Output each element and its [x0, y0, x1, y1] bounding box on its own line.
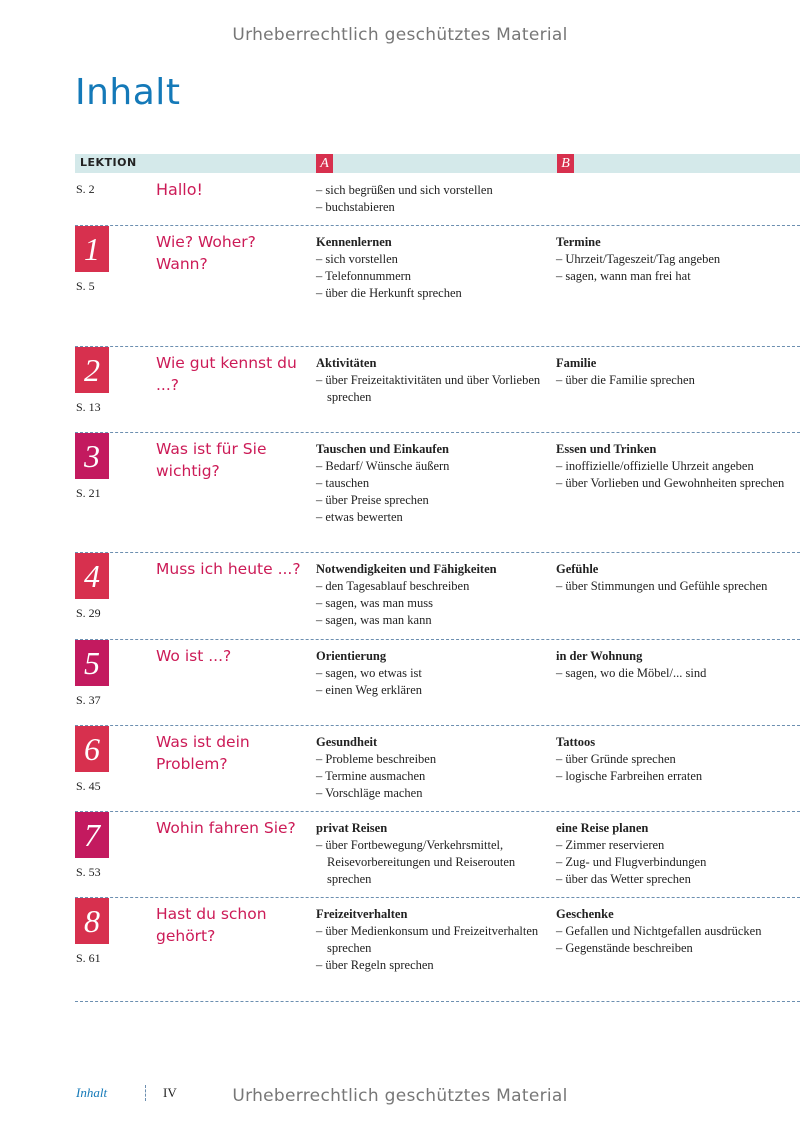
row-separator — [75, 639, 800, 640]
column-b-badge: B — [557, 154, 574, 173]
topic-heading: Gefühle — [556, 562, 599, 576]
lesson-col-b — [556, 234, 792, 285]
topic-heading: Notwendigkeiten und Fähigkeiten — [316, 562, 497, 576]
lesson-col-a — [316, 734, 552, 802]
row-separator — [75, 225, 800, 226]
lesson-title[interactable]: Hast du schon gehört? — [156, 905, 267, 945]
lesson-title[interactable]: Was ist dein Problem? — [156, 733, 250, 773]
lesson-page: S. 21 — [76, 486, 101, 500]
list-item: – sagen, wo etwas ist — [316, 665, 552, 682]
row-separator — [75, 346, 800, 347]
list-item: – Gefallen und Nichtgefallen ausdrücken — [556, 923, 792, 940]
intro-title: Hallo! — [156, 180, 203, 199]
list-item: – Bedarf/ Wünsche äußern — [316, 458, 552, 475]
lesson-col-b — [556, 648, 792, 682]
list-item: – den Tagesablauf beschreiben — [316, 578, 552, 595]
list-item: – tauschen — [316, 475, 552, 492]
lesson-title[interactable]: Muss ich heute ...? — [156, 560, 301, 578]
list-item: – über Fortbewegung/Verkehrsmittel, Reisevorbereitungen und Reiserouten sprechen — [316, 837, 552, 888]
list-item: – über Stimmungen und Gefühle sprechen — [556, 578, 792, 595]
footer-page-number: IV — [163, 1085, 177, 1100]
list-item: – Termine ausmachen — [316, 768, 552, 785]
list-item: – Vorschläge machen — [316, 785, 552, 802]
list-item: – sagen, was man muss — [316, 595, 552, 612]
topic-heading: privat Reisen — [316, 821, 388, 835]
lesson-number-6: 6 — [75, 726, 109, 772]
lesson-page: S. 37 — [76, 693, 101, 707]
lesson-col-a — [316, 355, 552, 406]
lesson-number-3: 3 — [75, 433, 109, 479]
intro-page: S. 2 — [76, 182, 95, 196]
list-item: – inoffizielle/offizielle Uhrzeit angeben — [556, 458, 792, 475]
lesson-number-1: 1 — [75, 226, 109, 272]
row-separator — [75, 725, 800, 726]
topic-heading: Familie — [556, 356, 597, 370]
list-item: – buchstabieren — [316, 199, 552, 216]
lesson-number-8: 8 — [75, 898, 109, 944]
topic-heading: Geschenke — [556, 907, 614, 921]
table-header — [75, 154, 800, 173]
lesson-col-b — [556, 734, 792, 785]
lesson-title[interactable]: Wo ist ...? — [156, 647, 232, 665]
topic-heading: Kennenlernen — [316, 235, 392, 249]
lesson-title[interactable]: Wie? Woher? Wann? — [156, 233, 256, 273]
lesson-page: S. 61 — [76, 951, 101, 965]
lesson-page: S. 5 — [76, 279, 95, 293]
topic-heading: Termine — [556, 235, 601, 249]
list-item: – über Regeln sprechen — [316, 957, 552, 974]
row-separator — [75, 1001, 800, 1002]
lesson-col-a — [316, 561, 552, 629]
lesson-page: S. 29 — [76, 606, 101, 620]
list-item: – über Preise sprechen — [316, 492, 552, 509]
lesson-col-b — [556, 441, 792, 492]
list-item: – über Vorlieben und Gewohnheiten sprechen — [556, 475, 792, 492]
row-separator — [75, 552, 800, 553]
lesson-col-a — [316, 441, 552, 526]
list-item: – über Medienkonsum und Freizeitverhalten sprechen — [316, 923, 552, 957]
topic-heading: Orientierung — [316, 649, 387, 663]
header-lektion: LEKTION — [80, 156, 137, 169]
row-separator — [75, 897, 800, 898]
list-item: – sich begrüßen und sich vorstellen — [316, 182, 552, 199]
lesson-number-4: 4 — [75, 553, 109, 599]
topic-heading: Essen und Trinken — [556, 442, 657, 456]
lesson-col-b — [556, 906, 792, 957]
topic-heading: eine Reise planen — [556, 821, 649, 835]
topic-heading: Tauschen und Einkaufen — [316, 442, 449, 456]
lesson-page: S. 45 — [76, 779, 101, 793]
topic-heading: in der Wohnung — [556, 649, 643, 663]
lesson-page: S. 13 — [76, 400, 101, 414]
list-item: – über Freizeitaktivitäten und über Vorlieben sprechen — [316, 372, 552, 406]
topic-heading: Freizeitverhalten — [316, 907, 408, 921]
list-item: – über Gründe sprechen — [556, 751, 792, 768]
lesson-col-a — [316, 906, 552, 974]
list-item: – Gegenstände beschreiben — [556, 940, 792, 957]
lesson-title[interactable]: Was ist für Sie wichtig? — [156, 440, 267, 480]
lesson-number-5: 5 — [75, 640, 109, 686]
intro-a-list — [316, 182, 552, 216]
list-item: – sagen, wann man frei hat — [556, 268, 792, 285]
list-item: – Probleme beschreiben — [316, 751, 552, 768]
lesson-col-b — [556, 561, 792, 595]
list-item: – etwas bewerten — [316, 509, 552, 526]
lesson-col-b — [556, 355, 792, 389]
list-item: – sagen, was man kann — [316, 612, 552, 629]
topic-heading: Aktivitäten — [316, 356, 377, 370]
list-item: – Uhrzeit/Tageszeit/Tag angeben — [556, 251, 792, 268]
list-item: – sagen, wo die Möbel/... sind — [556, 665, 792, 682]
list-item: – über die Herkunft sprechen — [316, 285, 552, 302]
lesson-number-2: 2 — [75, 347, 109, 393]
row-separator — [75, 432, 800, 433]
lesson-col-b — [556, 820, 792, 888]
lesson-col-a — [316, 820, 552, 888]
list-item: – über die Familie sprechen — [556, 372, 792, 389]
list-item: – sich vorstellen — [316, 251, 552, 268]
lesson-number-7: 7 — [75, 812, 109, 858]
list-item: – Zimmer reservieren — [556, 837, 792, 854]
topic-heading: Tattoos — [556, 735, 596, 749]
list-item: – logische Farbreihen erraten — [556, 768, 792, 785]
list-item: – Zug- und Flugverbindungen — [556, 854, 792, 871]
list-item: – einen Weg erklären — [316, 682, 552, 699]
lesson-col-a — [316, 234, 552, 302]
lesson-title[interactable]: Wie gut kennst du ...? — [156, 354, 297, 394]
watermark-bottom: Urheberrechtlich geschütztes Material — [232, 1086, 568, 1106]
topic-heading: Gesundheit — [316, 735, 378, 749]
footer-section-label: Inhalt — [76, 1085, 108, 1100]
lesson-page: S. 53 — [76, 865, 101, 879]
page-title: Inhalt — [75, 72, 181, 113]
lesson-title[interactable]: Wohin fahren Sie? — [156, 819, 296, 837]
list-item: – über das Wetter sprechen — [556, 871, 792, 888]
list-item: – Telefonnummern — [316, 268, 552, 285]
watermark-top: Urheberrechtlich geschütztes Material — [232, 25, 568, 45]
column-a-badge: A — [316, 154, 333, 173]
lesson-col-a — [316, 648, 552, 699]
row-separator — [75, 811, 800, 812]
